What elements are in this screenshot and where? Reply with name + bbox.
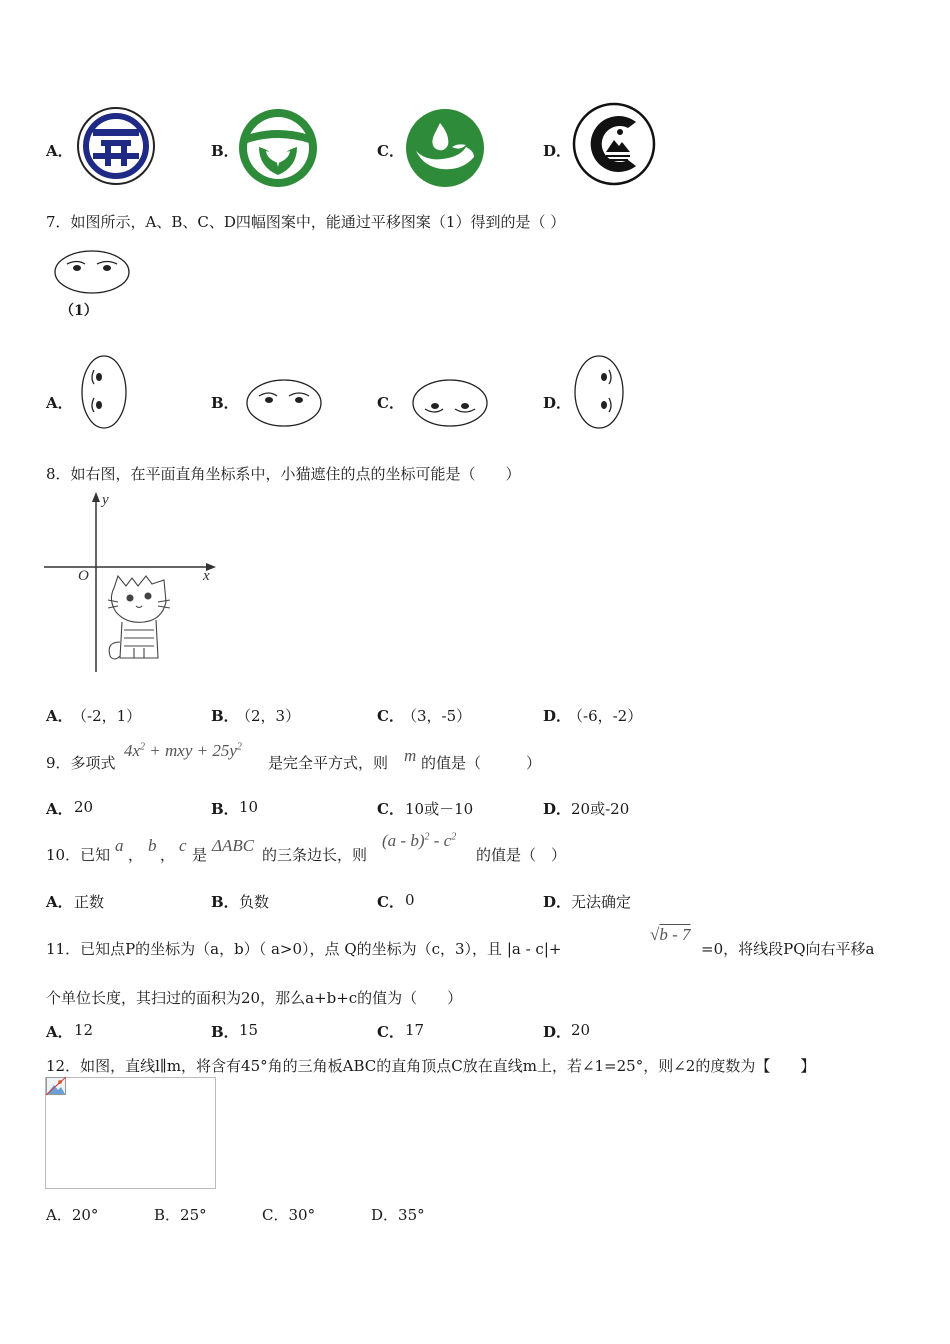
q9-expr-b: + mxy + 25y	[145, 741, 237, 760]
q10-expression	[382, 831, 456, 851]
q8-option-c-value: （3，-5）	[402, 707, 472, 725]
q11-sqrt-radicand: b - 7	[659, 925, 691, 944]
q10-option-a-label: A．	[46, 893, 73, 911]
q10-prefix: 10．已知	[46, 846, 111, 864]
q10-expr: (a - b)	[382, 831, 425, 850]
q11-option-a-label: A．	[46, 1023, 73, 1041]
q10-option-b-value: 负数	[239, 893, 270, 911]
q11-option-b-label: B．	[211, 1023, 239, 1041]
q10-exp-2: 2	[451, 831, 457, 843]
q12-option-a	[46, 1204, 98, 1225]
q10-var-b: b	[148, 836, 157, 855]
q10-var-a: a	[115, 836, 124, 855]
q10-exp-1: 2	[424, 831, 430, 843]
q9-var: m	[404, 746, 417, 765]
circular-logo-a-icon	[75, 105, 157, 187]
q8-origin-label: O	[78, 568, 89, 584]
q6-option-a-label: A．	[46, 142, 73, 160]
q9-suffix-1: 是完全平方式，则	[268, 754, 389, 772]
q9-exp-2: 2	[236, 741, 242, 753]
q11-line2: 个单位长度，其扫过的面积为20，那么a+b+c的值为（ ）	[46, 989, 463, 1007]
q12-option-d-label: D．	[371, 1206, 399, 1224]
q12-option-c	[262, 1204, 315, 1225]
green-food-logo-icon	[237, 107, 319, 189]
q10-option-c-value: 0	[405, 891, 415, 909]
q11-option-d-label: D．	[543, 1023, 572, 1041]
q9-exp-1: 2	[140, 741, 146, 753]
q9-option-b-label: B．	[211, 800, 239, 818]
q11-sqrt: √b - 7	[650, 925, 691, 944]
q9-expression	[124, 741, 242, 761]
q8-option-b-label: B．	[211, 707, 239, 725]
mountain-c-logo-icon	[572, 102, 656, 186]
q9-option-c-label: C．	[377, 800, 404, 818]
q8-option-d-label: D．	[543, 707, 572, 725]
cat-icon	[108, 576, 170, 659]
q6-option-c-label: C．	[377, 142, 404, 160]
q12-text: 12．如图，直线l∥m，将含有45°角的三角板ABC的直角顶点C放在直线m上，若∠1=25°，则∠2的度数为【 】	[46, 1057, 816, 1075]
face-vertical-left-icon	[80, 354, 128, 430]
q7-figure-caption: （1）	[60, 303, 98, 319]
q8-text: 8．如右图，在平面直角坐标系中，小猫遮住的点的坐标可能是（ ）	[46, 465, 521, 483]
q9-option-b-value: 10	[239, 798, 259, 816]
q12-option-d	[371, 1204, 425, 1225]
face-horizontal-down-icon	[411, 378, 489, 428]
coordinate-plane-figure	[44, 492, 220, 674]
q10-comma-1: ，	[128, 846, 144, 864]
q7-option-b-label: B．	[211, 394, 239, 412]
q12-option-c-value: 30°	[288, 1206, 316, 1224]
q11-option-c-label: C．	[377, 1023, 404, 1041]
q10-comma-2: ，	[160, 846, 176, 864]
q11-option-a-value: 12	[74, 1021, 94, 1039]
water-drop-logo-icon	[404, 107, 486, 189]
q11-line1-a: 11．已知点P的坐标为（a，b）（ a>0），点 Q的坐标为（c，3），且 |a - c|+	[46, 940, 562, 958]
q10-option-d-label: D．	[543, 893, 572, 911]
q7-option-a-label: A．	[46, 394, 73, 412]
q12-option-b-label: B．	[154, 1206, 181, 1224]
q8-option-b-value: （2，3）	[236, 707, 301, 725]
q10-is: 是	[192, 846, 208, 864]
q12-option-b-value: 25°	[180, 1206, 207, 1224]
q9-suffix-2: 的值是（ ）	[421, 754, 542, 772]
q6-option-b-label: B．	[211, 142, 239, 160]
q9-option-d-label: D．	[543, 800, 572, 818]
broken-image-placeholder	[45, 1077, 216, 1189]
face-figure-1-icon	[53, 249, 131, 295]
q11-line1-b: =0，将线段PQ向右平移a	[701, 940, 875, 958]
q9-option-a-value: 20	[74, 798, 94, 816]
q9-option-a-label: A．	[46, 800, 73, 818]
q9-prefix: 9．多项式	[46, 754, 116, 772]
q7-text: 7．如图所示，A、B、C、D四幅图案中，能通过平移图案（1）得到的是（ ）	[46, 213, 566, 231]
q7-option-c-label: C．	[377, 394, 404, 412]
q12-option-d-value: 35°	[398, 1206, 425, 1224]
q10-option-a-value: 正数	[74, 893, 105, 911]
q11-option-b-value: 15	[239, 1021, 259, 1039]
q8-option-a-value: （-2，1）	[72, 707, 142, 725]
broken-image-icon	[46, 1077, 66, 1095]
q8-option-a-label: A．	[46, 707, 73, 725]
q12-option-c-label: C．	[262, 1206, 289, 1224]
q9-expr-a: 4x	[124, 741, 141, 760]
q9-option-c-value: 10或－10	[405, 800, 474, 818]
q10-var-c: c	[179, 836, 187, 855]
q8-option-c-label: C．	[377, 707, 404, 725]
q10-option-b-label: B．	[211, 893, 239, 911]
q10-expr-tail: - c	[429, 831, 452, 850]
q10-mid: 的三条边长，则	[262, 846, 368, 864]
q9-option-d-value: 20或-20	[571, 800, 630, 818]
q7-option-d-label: D．	[543, 394, 572, 412]
q6-option-d-label: D．	[543, 142, 572, 160]
q8-option-d-value: （-6，-2）	[568, 707, 643, 725]
q12-option-b	[154, 1204, 207, 1225]
q11-option-d-value: 20	[571, 1021, 591, 1039]
q12-option-a-label: A．	[46, 1206, 72, 1224]
q10-suffix: 的值是（ ）	[476, 846, 567, 864]
q10-option-d-value: 无法确定	[571, 893, 632, 911]
q11-option-c-value: 17	[405, 1021, 425, 1039]
face-vertical-right-icon	[573, 354, 625, 430]
q10-option-c-label: C．	[377, 893, 404, 911]
q12-option-a-value: 20°	[71, 1206, 99, 1224]
q10-triangle: ΔABC	[212, 836, 255, 855]
q8-axis-y-label: y	[102, 492, 109, 508]
face-horizontal-up-icon	[245, 378, 323, 428]
q8-axis-x-label: x	[203, 568, 210, 584]
